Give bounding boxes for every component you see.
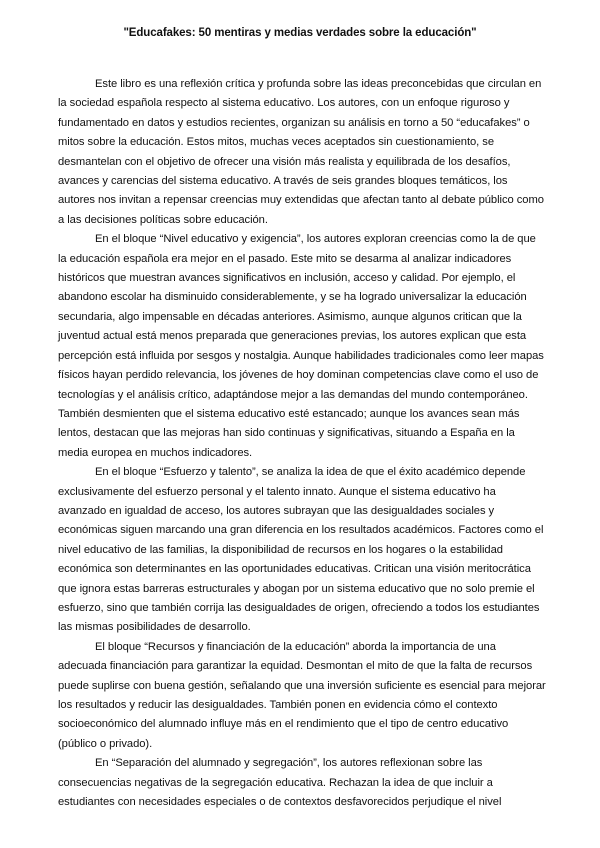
paragraph-nivel-educativo: En el bloque “Nivel educativo y exigencia”, los autores exploran creencias como la de que la educación española era mejor en el pasado. Este mito se desarma al analizar indicadores históricos que muestran avances significativos en inclusión, acceso y calidad. Por ejemplo, el abandono escolar ha disminuido considerablemente, y se ha logrado universalizar la educación secundaria, algo impensable en décadas anteriores. Asimismo, aunque algunos critican que la juventud actual está menos preparada que generaciones previas, los autores explican que esta percepción está influida por sesgos y nostalgia. Aunque habilidades tradicionales como leer mapas físicos hayan perdido relevancia, los jóvenes de hoy dominan competencias clave como el uso de tecnologías y el análisis crítico, adaptándose mejor a las demandas del mundo contemporáneo. También desmienten que el sistema educativo esté estancado; aunque los avances sean más lentos, destacan que las mejoras han sido continuas y significativas, situando a España en la media europea en muchos indicadores. <box>58 233 544 459</box>
paragraph-esfuerzo-talento: En el bloque “Esfuerzo y talento”, se analiza la idea de que el éxito académico depende exclusivamente del esfuerzo personal y el talento innato. Aunque el sistema educativo ha avanzado en igualdad de acceso, los autores subrayan que las desigualdades sociales y económicas siguen marcando una gran diferencia en los resultados académicos. Factores como el nivel educativo de las familias, la disponibilidad de recursos en los hogares o la estabilidad económica son determinantes en las oportunidades educativas. Critican una visión meritocrática que ignora estas barreras estructurales y abogan por un sistema educativo que no solo premie el esfuerzo, sino que también corrija las desigualdades de origen, ofreciendo a todos los estudiantes las mismas posibilidades de desarrollo. <box>58 466 544 634</box>
document-body <box>58 75 546 812</box>
paragraph-intro: Este libro es una reflexión crítica y profunda sobre las ideas preconcebidas que circulan en la sociedad española respecto al sistema educativo. Los autores, con un enfoque riguroso y fundamentado en datos y estudios recientes, organizan su análisis en torno a 50 “educafakes” o mitos sobre la educación. Estos mitos, muchas veces aceptados sin cuestionamiento, se desmantelan con el objetivo de ofrecer una visión más realista y equilibrada de los desafíos, avances y carencias del sistema educativo. A través de seis grandes bloques temáticos, los autores nos invitan a repensar creencias muy extendidas que afectan tanto al debate público como a las decisiones políticas sobre educación. <box>58 78 544 226</box>
paragraph-separacion-segregacion: En “Separación del alumnado y segregación”, los autores reflexionan sobre las consecuencias negativas de la segregación educativa. Rechazan la idea de que incluir a estudiantes con necesidades especiales o de contextos desfavorecidos perjudique el nivel <box>58 757 502 809</box>
paragraph-recursos-financiacion: El bloque “Recursos y financiación de la educación” aborda la importancia de una adecuada financiación para garantizar la equidad. Desmontan el mito de que la falta de recursos puede suplirse con buena gestión, señalando que una inversión suficiente es esencial para mejorar los resultados y reducir las desigualdades. También ponen en evidencia cómo el contexto socioeconómico del alumnado influye más en el rendimiento que el tipo de centro educativo (público o privado). <box>58 640 546 750</box>
document-title: "Educafakes: 50 mentiras y medias verdades sobre la educación" <box>123 27 477 39</box>
